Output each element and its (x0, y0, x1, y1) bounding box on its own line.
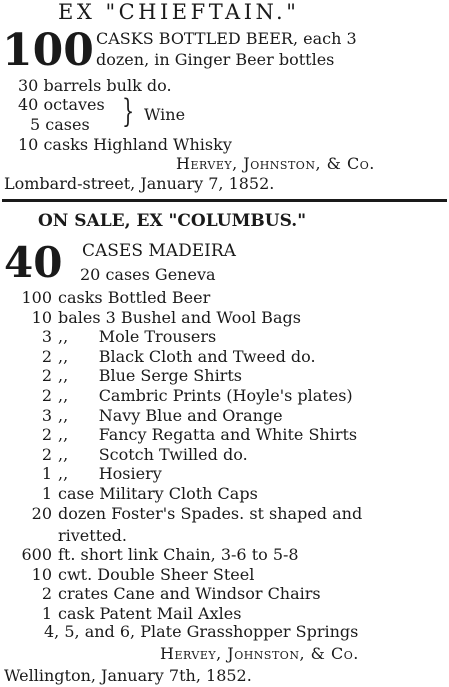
item-desc: cask Patent Mail Axles (58, 603, 242, 623)
ad2-lead-number: 40 (4, 238, 63, 287)
ad2-header: ON SALE, EX "COLUMBUS." (38, 211, 307, 231)
item-desc: ,, Cambric Prints (Hoyle's plates) (58, 386, 353, 405)
item-qty: 20 (31, 503, 52, 523)
item-desc: ,, Fancy Regatta and White Shirts (58, 425, 358, 445)
ad1-signature: Hervey, Johnston, & Co. (176, 154, 375, 173)
item-qty: 2 (41, 346, 52, 366)
item-qty: 2 (41, 386, 52, 405)
ad1-item: 10 casks Highland Whisky (18, 135, 232, 154)
item-qty: 1 (41, 464, 52, 484)
item-qty: 10 (31, 564, 52, 584)
item-qty: 100 (21, 288, 52, 307)
item-desc: bales 3 Bushel and Wool Bags (58, 307, 301, 327)
ad1-item: 5 cases (30, 115, 90, 134)
ad1-lead-number: 100 (2, 25, 94, 76)
item-desc: casks Bottled Beer (58, 288, 211, 307)
item-desc: ,, Scotch Twilled do. (58, 444, 248, 464)
ad2-signature: Hervey, Johnston, & Co. (160, 644, 359, 663)
item-desc: ft. short link Chain, 3-6 to 5-8 (58, 545, 299, 564)
item-desc: ,, Mole Trousers (58, 327, 217, 347)
ad1-wine: Wine (144, 105, 186, 124)
divider-rule (2, 199, 447, 202)
item-desc: ,, Blue Serge Shirts (58, 366, 242, 386)
item-qty: 3 (41, 327, 52, 347)
ad2-plates: 4, 5, and 6, Plate Grasshopper Springs (44, 622, 359, 641)
ad2-lead-line1: CASES MADEIRA (82, 241, 236, 261)
ad1-header: EX "CHIEFTAIN." (58, 0, 300, 24)
item-qty: 3 (41, 405, 52, 425)
item-qty: 2 (41, 444, 52, 464)
item-desc: ,, Hosiery (58, 464, 162, 484)
item-desc: crates Cane and Windsor Chairs (58, 584, 321, 603)
item-qty: 2 (41, 584, 52, 603)
ad1-item: 30 barrels bulk do. (18, 76, 172, 95)
item-qty: 10 (31, 307, 52, 327)
item-qty: 1 (41, 603, 52, 623)
item-qty: 2 (41, 366, 52, 386)
ad2-lead-line2: 20 cases Geneva (80, 265, 216, 284)
ad2-dateline: Wellington, January 7th, 1852. (4, 666, 252, 685)
item-desc: case Military Cloth Caps (58, 484, 258, 503)
item-desc: ,, Black Cloth and Tweed do. (58, 346, 316, 366)
item-desc: cwt. Double Sheer Steel (58, 564, 255, 584)
item-desc: dozen Foster's Spades. st shaped and (58, 503, 363, 523)
item-qty: 600 (21, 545, 52, 564)
ad1-dateline: Lombard-street, January 7, 1852. (4, 174, 275, 193)
ad1-lead-line1: CASKS BOTTLED BEER, each 3 (96, 29, 357, 48)
ad2-riveted: rivetted. (58, 526, 127, 545)
ad1-item: 40 octaves (18, 95, 105, 114)
ad1-lead-line2: dozen, in Ginger Beer bottles (96, 50, 335, 69)
brace-icon: } (122, 92, 135, 130)
item-desc: ,, Navy Blue and Orange (58, 405, 283, 425)
item-qty: 2 (41, 425, 52, 445)
item-qty: 1 (41, 484, 52, 503)
